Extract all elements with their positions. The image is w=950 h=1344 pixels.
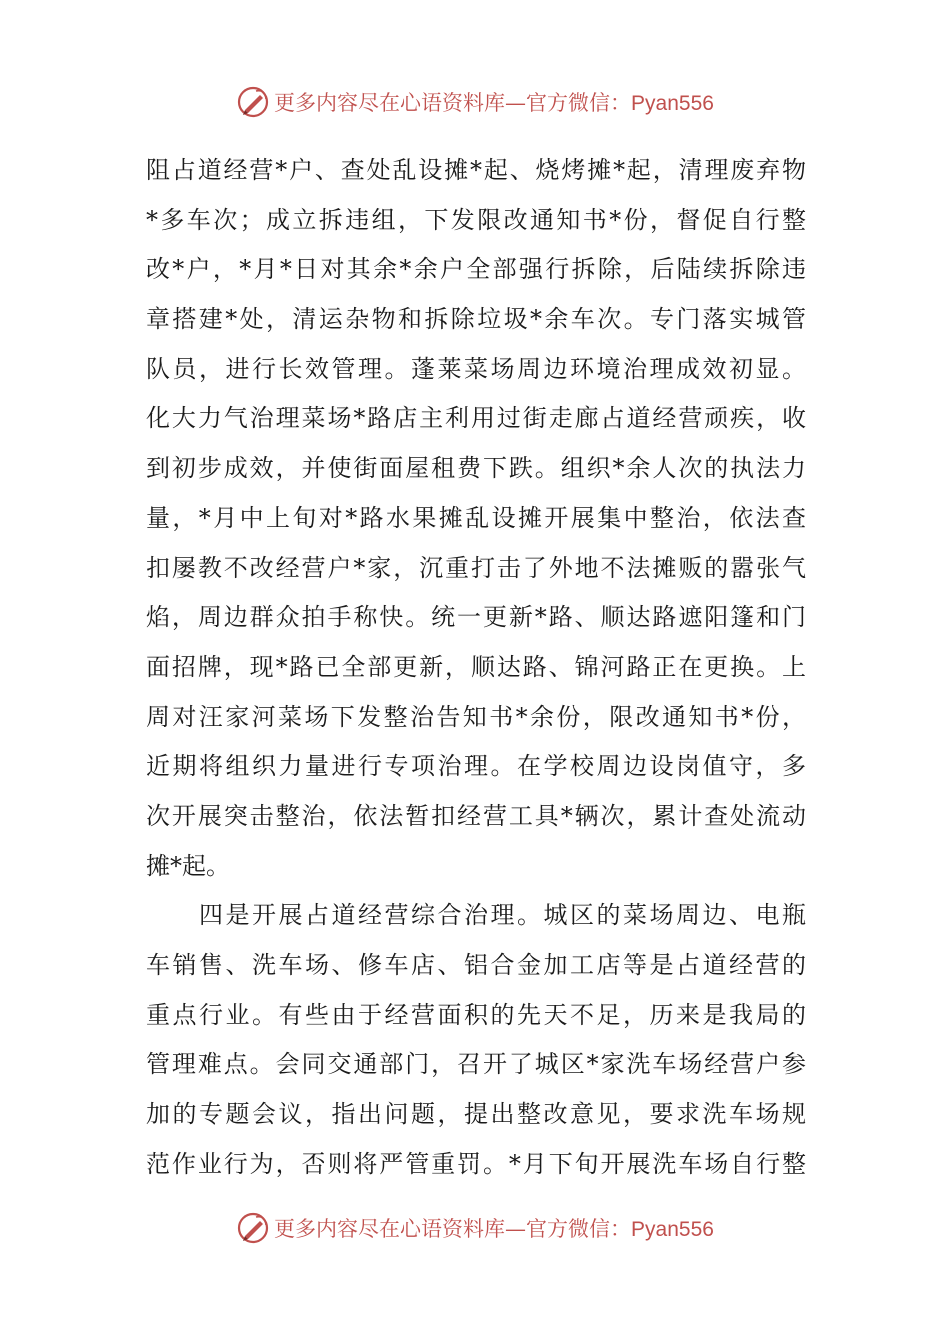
header-banner xyxy=(0,82,950,122)
pen-logo-icon xyxy=(236,85,270,119)
text-line: 周对汪家河菜场下发整治告知书*余份，限改通知书*份， xyxy=(146,702,806,731)
header-wechat-id: Pyan556 xyxy=(631,92,714,115)
text-line: 到初步成效，并使街面屋租费下跌。组织*余人次的执法力 xyxy=(146,454,806,483)
text-line: 车销售、洗车场、修车店、铝合金加工店等是占道经营的 xyxy=(146,951,806,979)
text-line: 加的专题会议，指出问题，提出整改意见，要求洗车场规 xyxy=(146,1100,806,1129)
text-line: 管理难点。会同交通部门，召开了城区*家洗车场经营户参 xyxy=(146,1050,806,1079)
text-line: *多车次；成立拆违组，下发限改通知书*份，督促自行整 xyxy=(146,205,806,234)
footer-banner-text: 更多内容尽在心语资料库—官方微信：Pyan556 xyxy=(274,1217,714,1241)
pen-logo-icon xyxy=(236,1211,270,1245)
text-line: 面招牌，现*路已全部更新，顺达路、锦河路正在更换。上 xyxy=(146,652,806,681)
text-line: 近期将组织力量进行专项治理。在学校周边设岗值守，多 xyxy=(146,752,806,781)
footer-banner xyxy=(0,1208,950,1248)
text-line: 四是开展占道经营综合治理。城区的菜场周边、电瓶 xyxy=(146,901,806,930)
text-line: 次开展突击整治，依法暂扣经营工具*辆次，累计查处流动 xyxy=(146,801,806,830)
text-line: 阻占道经营*户、查处乱设摊*起、烧烤摊*起，清理废弃物 xyxy=(146,156,806,184)
text-line: 化大力气治理菜场*路店主利用过街走廊占道经营顽疾，收 xyxy=(146,404,806,433)
text-line: 改*户，*月*日对其余*余户全部强行拆除，后陆续拆除违 xyxy=(146,255,806,284)
text-line: 队员，进行长效管理。蓬莱菜场周边环境治理成效初显。 xyxy=(146,354,806,383)
text-line: 重点行业。有些由于经营面积的先天不足，历来是我局的 xyxy=(146,1000,806,1029)
header-banner-text: 更多内容尽在心语资料库—官方微信：Pyan556 xyxy=(274,91,714,115)
text-line: 扣屡教不改经营户*家，沉重打击了外地不法摊贩的嚣张气 xyxy=(146,553,806,582)
text-line: 摊*起。 xyxy=(146,851,230,880)
text-line: 范作业行为，否则将严管重罚。*月下旬开展洗车场自行整 xyxy=(146,1149,806,1178)
document-body xyxy=(146,146,806,1189)
text-line: 量，*月中上旬对*路水果摊乱设摊开展集中整治，依法查 xyxy=(146,503,806,532)
text-line: 焰，周边群众拍手称快。统一更新*路、顺达路遮阳篷和门 xyxy=(146,603,806,632)
text-line: 章搭建*处，清运杂物和拆除垃圾*余车次。专门落实城管 xyxy=(146,305,806,334)
footer-wechat-id: Pyan556 xyxy=(631,1218,714,1241)
